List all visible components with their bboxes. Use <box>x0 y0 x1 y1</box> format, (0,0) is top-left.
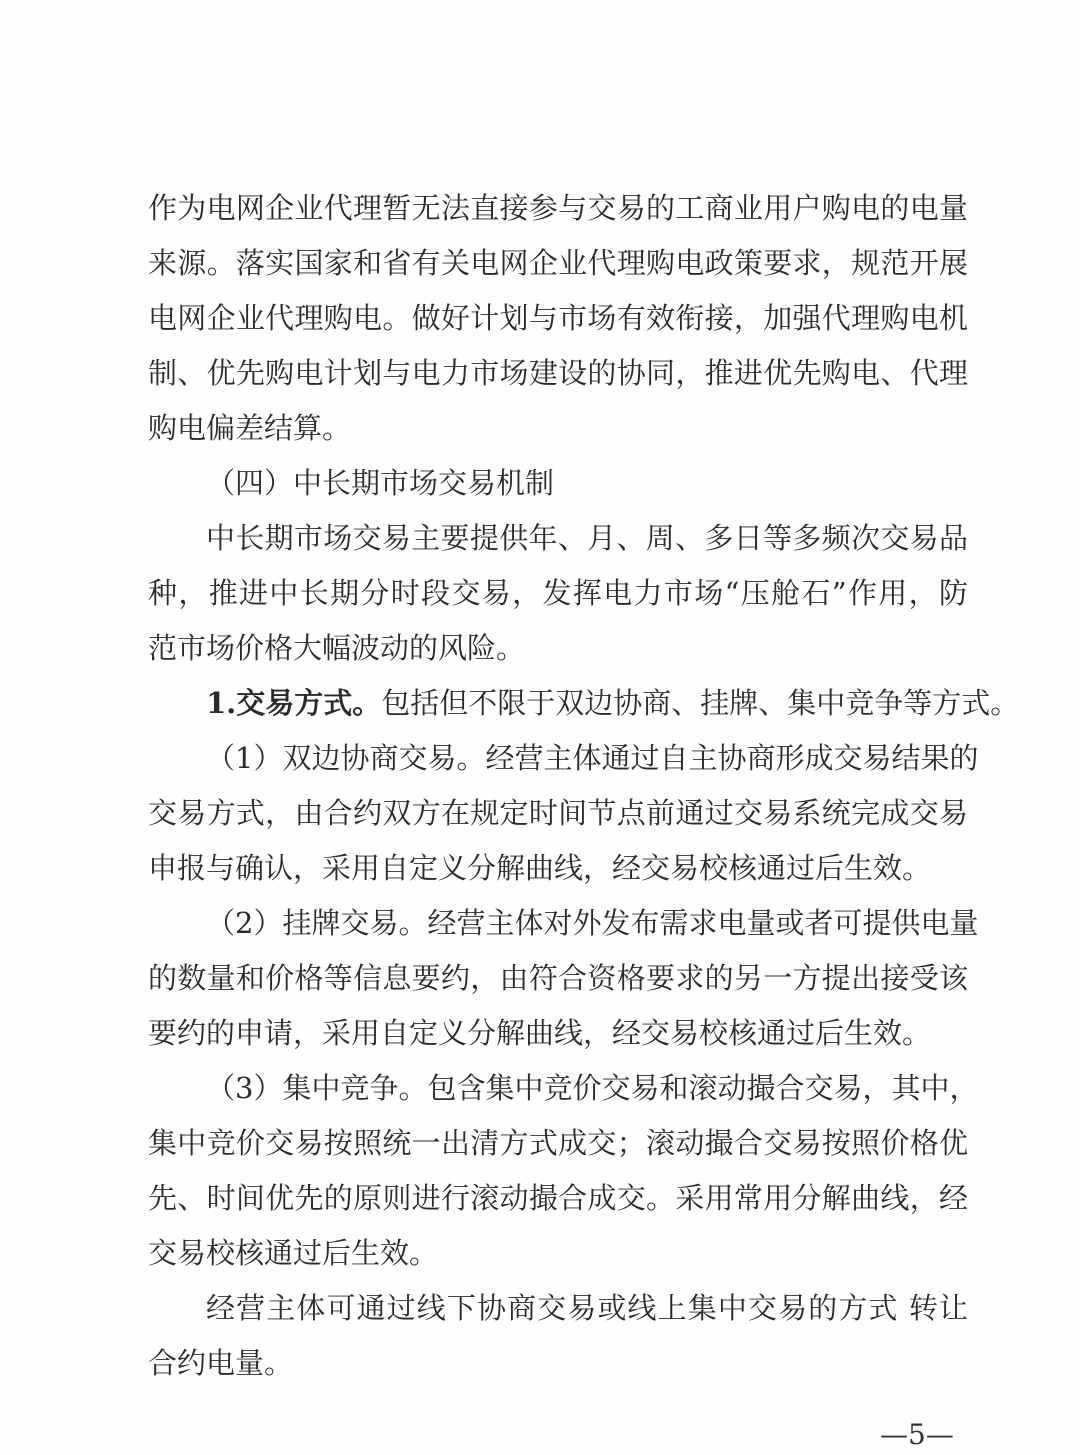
subheading-trade-method: 1.交易方式。 <box>206 686 382 720</box>
paragraph-line: （1）双边协商交易。经营主体通过自主协商形成交易结果的 <box>206 741 979 775</box>
paragraph-line: 交易方式，由合约双方在规定时间节点前通过交易系统完成交易 <box>148 796 968 830</box>
paragraph-line: （3）集中竞争。包含集中竞价交易和滚动撮合交易，其中， <box>206 1071 979 1105</box>
paragraph-line <box>206 683 1020 723</box>
paragraph-line: 先、时间优先的原则进行滚动撮合成交。采用常用分解曲线，经 <box>148 1181 968 1215</box>
paragraph-line: （2）挂牌交易。经营主体对外发布需求电量或者可提供电量 <box>206 906 979 940</box>
paragraph-line: 集中竞价交易按照统一出清方式成交；滚动撮合交易按照价格优 <box>148 1126 968 1160</box>
paragraph-line: 合约电量。 <box>148 1346 294 1380</box>
paragraph-line: 要约的申请，采用自定义分解曲线，经交易校核通过后生效。 <box>148 1016 932 1050</box>
paragraph-line: 交易校核通过后生效。 <box>148 1236 439 1270</box>
paragraph-line: 来源。落实国家和省有关电网企业代理购电政策要求，规范开展 <box>148 246 968 280</box>
paragraph-line: 电网企业代理购电。做好计划与市场有效衔接，加强代理购电机 <box>148 301 968 335</box>
paragraph-text: 包括但不限于双边协商、挂牌、集中竞争等方式。 <box>381 686 1020 720</box>
paragraph-line: 的数量和价格等信息要约，由符合资格要求的另一方提出接受该 <box>148 961 968 995</box>
paragraph-line: 中长期市场交易主要提供年、月、周、多日等多频次交易品 <box>206 521 968 555</box>
paragraph-line: 申报与确认，采用自定义分解曲线，经交易校核通过后生效。 <box>148 851 932 885</box>
paragraph-line: 制、优先购电计划与电力市场建设的协同，推进优先购电、代理 <box>148 356 968 390</box>
paragraph-line: 购电偏差结算。 <box>148 411 352 445</box>
section-heading: （四）中长期市场交易机制 <box>206 466 555 500</box>
paragraph-line: 作为电网企业代理暂无法直接参与交易的工商业用户购电的电量 <box>148 191 968 225</box>
paragraph-line: 范市场价格大幅波动的风险。 <box>148 631 526 665</box>
paragraph-line: 经营主体可通过线下协商交易或线上集中交易的方式 转让 <box>206 1291 968 1325</box>
paragraph-line: 种，推进中长期分时段交易，发挥电力市场“压舱石”作用，防 <box>148 576 968 610</box>
page-number: —5— <box>880 1418 954 1451</box>
